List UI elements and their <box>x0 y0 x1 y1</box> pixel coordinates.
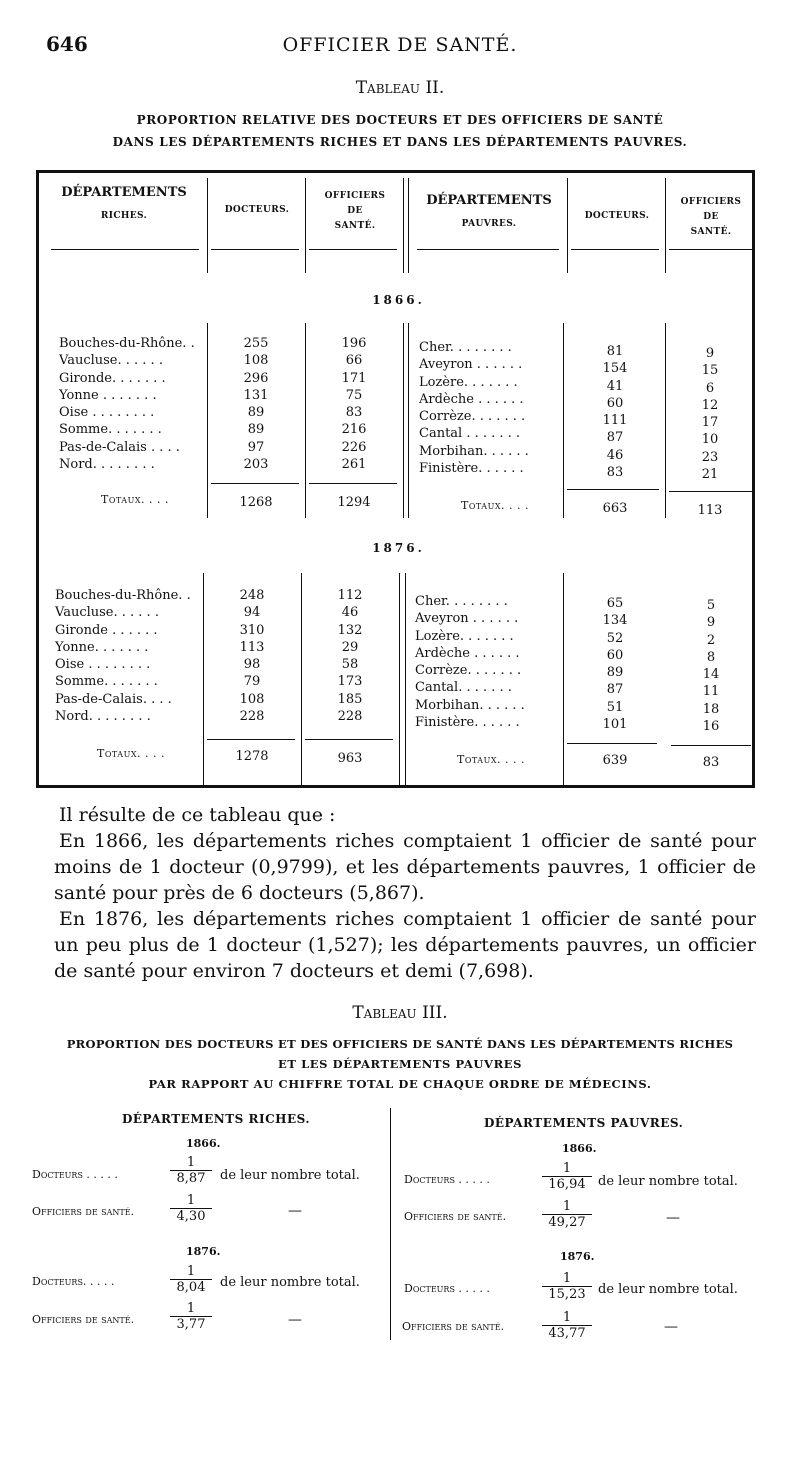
table-cell-name: Bouches-du-Rhône. . <box>55 588 191 603</box>
t3-pauvres-1876-docteurs-label: Docteurs . . . . . <box>404 1282 490 1295</box>
t3-riches-1866-officiers-fraction: $\frac{1}{4,30}$ <box>170 1193 212 1224</box>
tableau-2-table <box>36 170 755 788</box>
table-cell-docteurs: 108 <box>243 353 269 369</box>
table-cell-docteurs: 154 <box>602 361 628 377</box>
table-cell-officiers: 196 <box>341 336 367 351</box>
table-cell-name: Lozère. . . . . . . <box>419 374 518 390</box>
table-cell-officiers: 18 <box>702 701 720 717</box>
table-cell-docteurs: 98 <box>243 657 261 673</box>
header-officiers-pauvres-l3: SANTÉ. <box>690 227 732 237</box>
riches-1876-total-docteurs: 1278 <box>235 749 269 764</box>
table-cell-name: Morbihan. . . . . . <box>415 697 525 713</box>
t3-pauvres-1866: 1866. <box>562 1142 597 1155</box>
table-cell-docteurs: 60 <box>606 395 624 411</box>
table-cell-docteurs: 97 <box>247 439 265 455</box>
t3-riches-1866-docteurs-fraction: $\frac{1}{8,87}$ <box>170 1155 212 1186</box>
table-cell-name: Somme. . . . . . . <box>55 674 158 690</box>
table-cell-officiers: 226 <box>341 439 367 455</box>
t3-riches-1876-suffix: de leur nombre total. <box>220 1275 360 1290</box>
riches-1866-total-docteurs: 1268 <box>239 495 273 510</box>
header-officiers-l2: DE <box>347 206 363 216</box>
running-title: OFFICIER DE SANTÉ. <box>282 34 518 56</box>
t3-riches-1866-docteurs-label: Docteurs . . . . . <box>32 1168 118 1181</box>
table-cell-officiers: 17 <box>701 415 719 431</box>
table-cell-name: Yonne. . . . . . . <box>55 639 149 655</box>
table-cell-officiers: 58 <box>341 657 359 673</box>
tableau-3-title: Tableau III. <box>352 1003 448 1023</box>
paragraph-1: Il résulte de ce tableau que : <box>59 804 336 826</box>
pauvres-1866-total-officiers: 113 <box>697 503 723 518</box>
t3-riches-1866-dash: — <box>288 1203 302 1219</box>
table-cell-docteurs: 89 <box>247 405 265 421</box>
header-dept-riches: DÉPARTEMENTS <box>61 185 187 200</box>
riches-1866-docteurs <box>207 335 305 473</box>
t3-pauvres-1866-officiers-label: Officiers de santé. <box>404 1210 507 1223</box>
table-cell-name: Nord. . . . . . . . <box>59 457 155 473</box>
table-cell-officiers: 112 <box>337 588 363 603</box>
t3-pauvres-heading: DÉPARTEMENTS PAUVRES. <box>484 1116 684 1130</box>
t3-riches-1866-suffix: de leur nombre total. <box>220 1168 360 1183</box>
tableau-2-title: Tableau II. <box>355 78 445 98</box>
t3-pauvres-1876: 1876. <box>560 1250 595 1263</box>
pauvres-1876-total-docteurs: 639 <box>602 753 628 768</box>
table-cell-docteurs: 101 <box>602 717 628 733</box>
header-officiers-pauvres-l2: DE <box>703 212 719 222</box>
t3-riches-heading: DÉPARTEMENTS RICHES. <box>122 1112 311 1126</box>
pauvres-1866-officiers <box>665 345 755 483</box>
table-cell-docteurs: 89 <box>606 665 624 681</box>
table-cell-officiers: 5 <box>706 598 716 613</box>
pauvres-1866-names <box>419 339 561 477</box>
table-cell-officiers: 14 <box>702 667 720 683</box>
table-cell-officiers: 228 <box>337 709 363 725</box>
tableau-3-divider <box>390 1108 391 1340</box>
t3-riches-1876-docteurs-label: Docteurs. . . . . <box>32 1275 115 1288</box>
pauvres-1876-totals-label: Totaux. . . . <box>457 753 525 766</box>
t3-riches-1876-officiers-fraction: $\frac{1}{3,77}$ <box>170 1301 212 1332</box>
table-cell-officiers: 23 <box>701 449 719 465</box>
pauvres-1866-totals-label: Totaux. . . . <box>461 499 529 512</box>
t3-riches-1876-officiers-label: Officiers de santé. <box>32 1313 135 1326</box>
table-cell-name: Gironde. . . . . . . <box>59 370 166 386</box>
table-cell-name: Vaucluse. . . . . . <box>59 353 163 369</box>
table-cell-docteurs: 228 <box>239 709 265 725</box>
table-cell-docteurs: 51 <box>606 699 624 715</box>
table-cell-name: Corrèze. . . . . . . <box>419 409 526 425</box>
table-cell-docteurs: 87 <box>606 430 624 446</box>
table-cell-docteurs: 94 <box>243 605 261 621</box>
table-cell-officiers: 29 <box>341 639 359 655</box>
table-cell-officiers: 11 <box>702 684 720 700</box>
t3-pauvres-1866-officiers-fraction: $\frac{1}{49,27}$ <box>542 1199 592 1230</box>
table-cell-docteurs: 111 <box>602 413 628 429</box>
table-cell-name: Lozère. . . . . . . <box>415 628 514 644</box>
table-cell-officiers: 185 <box>337 691 363 707</box>
t3-riches-1866-officiers-label: Officiers de santé. <box>32 1205 135 1218</box>
table-cell-name: Corrèze. . . . . . . <box>415 663 522 679</box>
table-cell-docteurs: 296 <box>243 370 269 386</box>
pauvres-1876-total-officiers: 83 <box>702 755 720 770</box>
table-cell-docteurs: 65 <box>606 596 624 611</box>
table-cell-officiers: 9 <box>705 346 715 361</box>
tableau-3-caption-line-3: PAR RAPPORT AU CHIFFRE TOTAL DE CHAQUE ORDRE DE MÉDECINS. <box>148 1077 652 1091</box>
table-cell-officiers: 75 <box>345 387 363 403</box>
table-cell-docteurs: 52 <box>606 630 624 646</box>
riches-1866-officiers <box>305 335 403 473</box>
table-cell-name: Oise . . . . . . . . <box>55 657 151 673</box>
table-cell-name: Morbihan. . . . . . <box>419 443 529 459</box>
table-cell-name: Cher. . . . . . . . <box>415 594 508 609</box>
table-cell-docteurs: 203 <box>243 457 269 473</box>
riches-1876-docteurs <box>203 587 301 725</box>
tableau-2-caption-line-2: DANS LES DÉPARTEMENTS RICHES ET DANS LES DÉPARTEMENTS PAUVRES. <box>112 135 688 149</box>
header-dept-pauvres: DÉPARTEMENTS <box>426 193 552 208</box>
t3-riches-1876-docteurs-fraction: $\frac{1}{8,04}$ <box>170 1264 212 1295</box>
table-cell-docteurs: 89 <box>247 422 265 438</box>
table-cell-officiers: 21 <box>701 467 719 483</box>
pauvres-1876-docteurs <box>563 595 667 733</box>
riches-1876-officiers <box>301 587 399 725</box>
header-officiers-l3: SANTÉ. <box>334 221 376 231</box>
t3-pauvres-1876-dash: — <box>664 1319 678 1335</box>
table-cell-docteurs: 255 <box>243 336 269 351</box>
t3-riches-1876: 1876. <box>186 1245 221 1258</box>
table-cell-name: Nord. . . . . . . . <box>55 709 151 725</box>
t3-riches-1876-dash: — <box>288 1312 302 1328</box>
table-cell-name: Ardèche . . . . . . <box>415 645 520 661</box>
table-cell-name: Aveyron . . . . . . <box>419 357 523 373</box>
table-cell-officiers: 66 <box>345 353 363 369</box>
table-cell-name: Oise . . . . . . . . <box>59 405 155 421</box>
table-cell-name: Pas-de-Calais . . . . <box>59 439 180 455</box>
table-cell-docteurs: 79 <box>243 674 261 690</box>
table-cell-name: Gironde . . . . . . <box>55 622 158 638</box>
tableau-3-caption-line-1: PROPORTION DES DOCTEURS ET DES OFFICIERS DE SANTÉ DANS LES DÉPARTEMENTS RICHES <box>66 1037 734 1051</box>
year-1876-label: 1876. <box>372 541 425 555</box>
table-cell-docteurs: 248 <box>239 588 265 603</box>
page-number: 646 <box>46 32 88 56</box>
t3-pauvres-1866-dash: — <box>666 1210 680 1226</box>
table-cell-name: Cher. . . . . . . . <box>419 340 512 355</box>
t3-pauvres-1876-officiers-fraction: $\frac{1}{43,77}$ <box>542 1310 592 1341</box>
t3-riches-1866: 1866. <box>186 1137 221 1150</box>
header-officiers-l1: OFFICIERS <box>324 191 386 201</box>
riches-1876-names <box>55 587 201 725</box>
table-cell-docteurs: 81 <box>606 344 624 359</box>
riches-1876-total-officiers: 963 <box>337 751 363 766</box>
table-cell-docteurs: 46 <box>606 447 624 463</box>
table-cell-officiers: 216 <box>341 422 367 438</box>
table-cell-name: Finistère. . . . . . <box>415 715 520 731</box>
body-text <box>54 802 756 984</box>
t3-pauvres-1876-docteurs-fraction: $\frac{1}{15,23}$ <box>542 1271 592 1302</box>
tableau-2-caption-line-1: PROPORTION RELATIVE DES DOCTEURS ET DES OFFICIERS DE SANTÉ <box>136 113 664 127</box>
table-cell-officiers: 132 <box>337 622 363 638</box>
table-cell-officiers: 10 <box>701 432 719 448</box>
riches-1866-total-officiers: 1294 <box>337 495 371 510</box>
table-cell-officiers: 173 <box>337 674 363 690</box>
table-cell-officiers: 261 <box>341 457 367 473</box>
table-cell-name: Bouches-du-Rhône. . <box>59 336 195 351</box>
table-cell-officiers: 9 <box>706 615 716 631</box>
t3-pauvres-1866-suffix: de leur nombre total. <box>598 1174 738 1189</box>
table-cell-name: Finistère. . . . . . <box>419 461 524 477</box>
table-cell-docteurs: 134 <box>602 613 628 629</box>
table-cell-name: Ardèche . . . . . . <box>419 391 524 407</box>
table-cell-officiers: 2 <box>706 632 716 648</box>
table-cell-docteurs: 87 <box>606 682 624 698</box>
paragraph-3: En 1876, les départements riches comptaient 1 officier de santé pour un peu plus de 1 docteur (1,527); les départements pauvres, un officier de santé pour environ 7 docteurs et demi (7,698). <box>54 908 756 982</box>
table-cell-docteurs: 113 <box>239 639 265 655</box>
table-cell-officiers: 6 <box>705 380 715 396</box>
pauvres-1876-officiers <box>667 597 755 735</box>
table-cell-officiers: 15 <box>701 363 719 379</box>
table-cell-name: Pas-de-Calais. . . . <box>55 691 172 707</box>
table-cell-docteurs: 60 <box>606 647 624 663</box>
pauvres-1866-docteurs <box>565 343 665 481</box>
table-cell-name: Yonne . . . . . . . <box>59 387 157 403</box>
header-officiers-pauvres-l1: OFFICIERS <box>680 197 742 207</box>
header-dept-riches-sub: RICHES. <box>100 211 148 221</box>
table-cell-docteurs: 131 <box>243 387 269 403</box>
riches-1866-names <box>59 335 205 473</box>
table-cell-docteurs: 83 <box>606 465 624 481</box>
t3-pauvres-1866-docteurs-label: Docteurs . . . . . <box>404 1173 490 1186</box>
tableau-3-caption-line-2: ET LES DÉPARTEMENTS PAUVRES <box>277 1057 523 1071</box>
header-docteurs-pauvres: DOCTEURS. <box>584 211 650 221</box>
year-1866-label: 1866. <box>372 293 425 307</box>
t3-pauvres-1876-officiers-label: Officiers de santé. <box>402 1320 505 1333</box>
pauvres-1866-total-docteurs: 663 <box>602 501 628 516</box>
table-cell-name: Somme. . . . . . . <box>59 422 162 438</box>
table-cell-name: Aveyron . . . . . . <box>415 611 519 627</box>
riches-1866-totals-label: Totaux. . . . <box>101 493 169 506</box>
table-cell-docteurs: 108 <box>239 691 265 707</box>
header-dept-pauvres-sub: PAUVRES. <box>461 219 517 229</box>
paragraph-2: En 1866, les départements riches comptaient 1 officier de santé pour moins de 1 docteur (0,9799), et les départements pauvres, 1 officier de santé pour près de 6 docteurs (5,867). <box>54 830 756 904</box>
table-cell-docteurs: 310 <box>239 622 265 638</box>
table-cell-officiers: 171 <box>341 370 367 386</box>
t3-pauvres-1866-docteurs-fraction: $\frac{1}{16,94}$ <box>542 1161 592 1192</box>
table-cell-docteurs: 41 <box>606 378 624 394</box>
table-cell-officiers: 46 <box>341 605 359 621</box>
table-cell-officiers: 8 <box>706 649 716 665</box>
table-cell-name: Cantal . . . . . . . <box>419 426 521 442</box>
pauvres-1876-names <box>415 593 561 731</box>
header-docteurs: DOCTEURS. <box>224 205 290 215</box>
table-cell-name: Cantal. . . . . . . <box>415 680 512 696</box>
table-cell-officiers: 16 <box>702 719 720 735</box>
table-cell-officiers: 12 <box>701 397 719 413</box>
table-cell-officiers: 83 <box>345 405 363 421</box>
table-cell-name: Vaucluse. . . . . . <box>55 605 159 621</box>
riches-1876-totals-label: Totaux. . . . <box>97 747 165 760</box>
t3-pauvres-1876-suffix: de leur nombre total. <box>598 1282 738 1297</box>
